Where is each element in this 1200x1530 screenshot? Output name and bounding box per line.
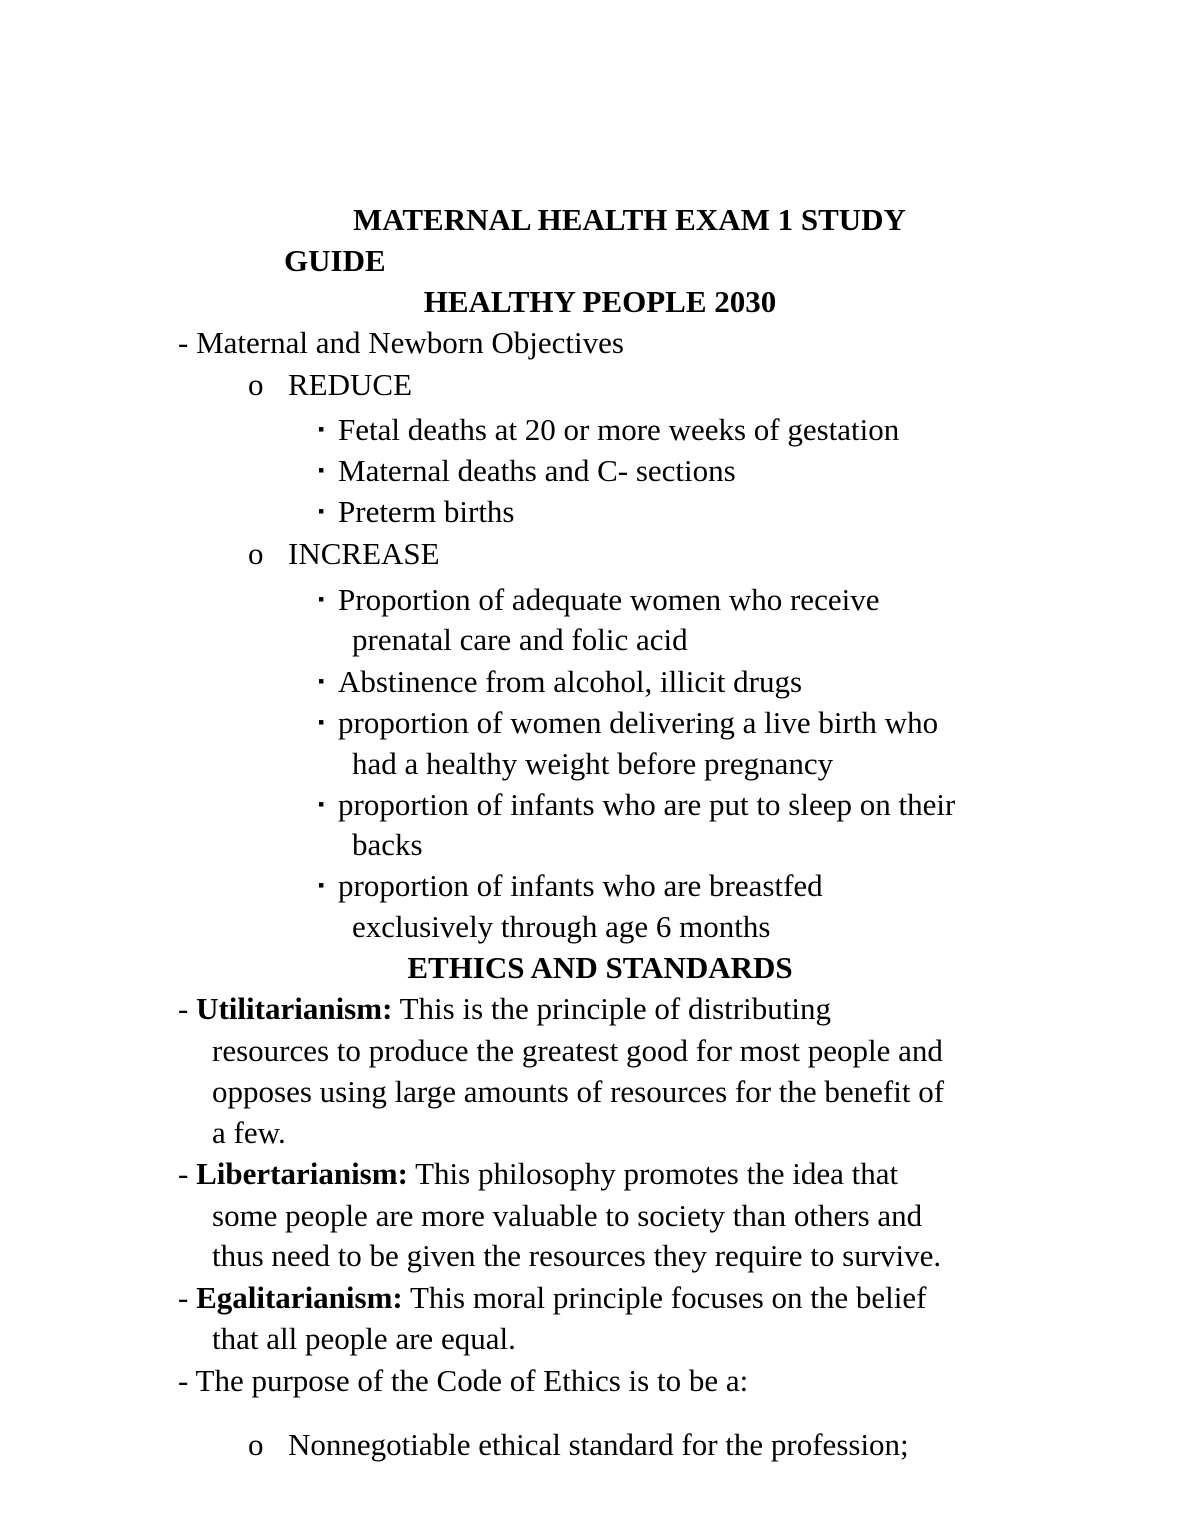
square-bullet-marker: ▪ bbox=[318, 460, 325, 480]
ethics-definition-continuation: resources to produce the greatest good for most people and bbox=[212, 1033, 943, 1068]
increase-item: Abstinence from alcohol, illicit drugs bbox=[338, 664, 803, 699]
ethics-definition-continuation: that all people are equal. bbox=[212, 1321, 516, 1356]
ethics-definition-continuation: a few. bbox=[212, 1115, 286, 1150]
dash-marker: - bbox=[178, 1280, 189, 1315]
reduce-item: Fetal deaths at 20 or more weeks of gestation bbox=[338, 412, 900, 447]
increase-item: proportion of infants who are put to sleep on their bbox=[338, 787, 956, 822]
increase-label: INCREASE bbox=[288, 536, 440, 571]
square-bullet-marker: ▪ bbox=[318, 589, 325, 609]
doc-title-line-1: MATERNAL HEALTH EXAM 1 STUDY bbox=[353, 202, 906, 237]
square-bullet-marker: ▪ bbox=[318, 671, 325, 691]
reduce-item: Preterm births bbox=[338, 494, 515, 529]
ethics-entry bbox=[178, 1277, 926, 1318]
ethics-definition: This philosophy promotes the idea that bbox=[415, 1156, 899, 1191]
o-bullet-marker: o bbox=[248, 536, 264, 571]
ethics-definition: This moral principle focuses on the belief bbox=[409, 1280, 927, 1315]
o-bullet-marker: o bbox=[248, 1427, 264, 1462]
increase-item-continuation: had a healthy weight before pregnancy bbox=[352, 746, 834, 781]
ethics-definition-continuation: some people are more valuable to society than others and bbox=[212, 1198, 923, 1233]
ethics-definition-continuation: opposes using large amounts of resources for the benefit of bbox=[212, 1074, 945, 1109]
code-of-ethics-line: - The purpose of the Code of Ethics is to be a: bbox=[178, 1363, 749, 1398]
code-item: Nonnegotiable ethical standard for the profession; bbox=[288, 1427, 909, 1462]
increase-item-continuation: exclusively through age 6 months bbox=[352, 909, 771, 944]
square-bullet-marker: ▪ bbox=[318, 501, 325, 521]
reduce-item: Maternal deaths and C- sections bbox=[338, 453, 736, 488]
ethics-entry bbox=[178, 988, 831, 1029]
square-bullet-marker: ▪ bbox=[318, 712, 325, 732]
reduce-label: REDUCE bbox=[288, 367, 412, 402]
ethics-term: Libertarianism: bbox=[196, 1156, 408, 1191]
ethics-entry bbox=[178, 1153, 898, 1194]
square-bullet-marker: ▪ bbox=[318, 875, 325, 895]
ethics-definition: This is the principle of distributing bbox=[399, 991, 831, 1026]
objectives-line: - Maternal and Newborn Objectives bbox=[178, 325, 624, 360]
ethics-definition-continuation: thus need to be given the resources they require to survive. bbox=[212, 1238, 942, 1273]
section-heading-healthy-people: HEALTHY PEOPLE 2030 bbox=[423, 284, 777, 319]
increase-item: Proportion of adequate women who receive bbox=[338, 582, 880, 617]
increase-item-continuation: prenatal care and folic acid bbox=[352, 622, 688, 657]
dash-marker: - bbox=[178, 991, 189, 1026]
ethics-term: Egalitarianism: bbox=[196, 1280, 403, 1315]
square-bullet-marker: ▪ bbox=[318, 794, 325, 814]
increase-item-continuation: backs bbox=[352, 827, 423, 862]
section-heading-ethics: ETHICS AND STANDARDS bbox=[407, 950, 793, 985]
ethics-term: Utilitarianism: bbox=[196, 991, 393, 1026]
o-bullet-marker: o bbox=[248, 367, 264, 402]
dash-marker: - bbox=[178, 1156, 189, 1191]
increase-item: proportion of infants who are breastfed bbox=[338, 868, 823, 903]
square-bullet-marker: ▪ bbox=[318, 419, 325, 439]
doc-title-line-2: GUIDE bbox=[284, 243, 386, 278]
increase-item: proportion of women delivering a live birth who bbox=[338, 705, 939, 740]
